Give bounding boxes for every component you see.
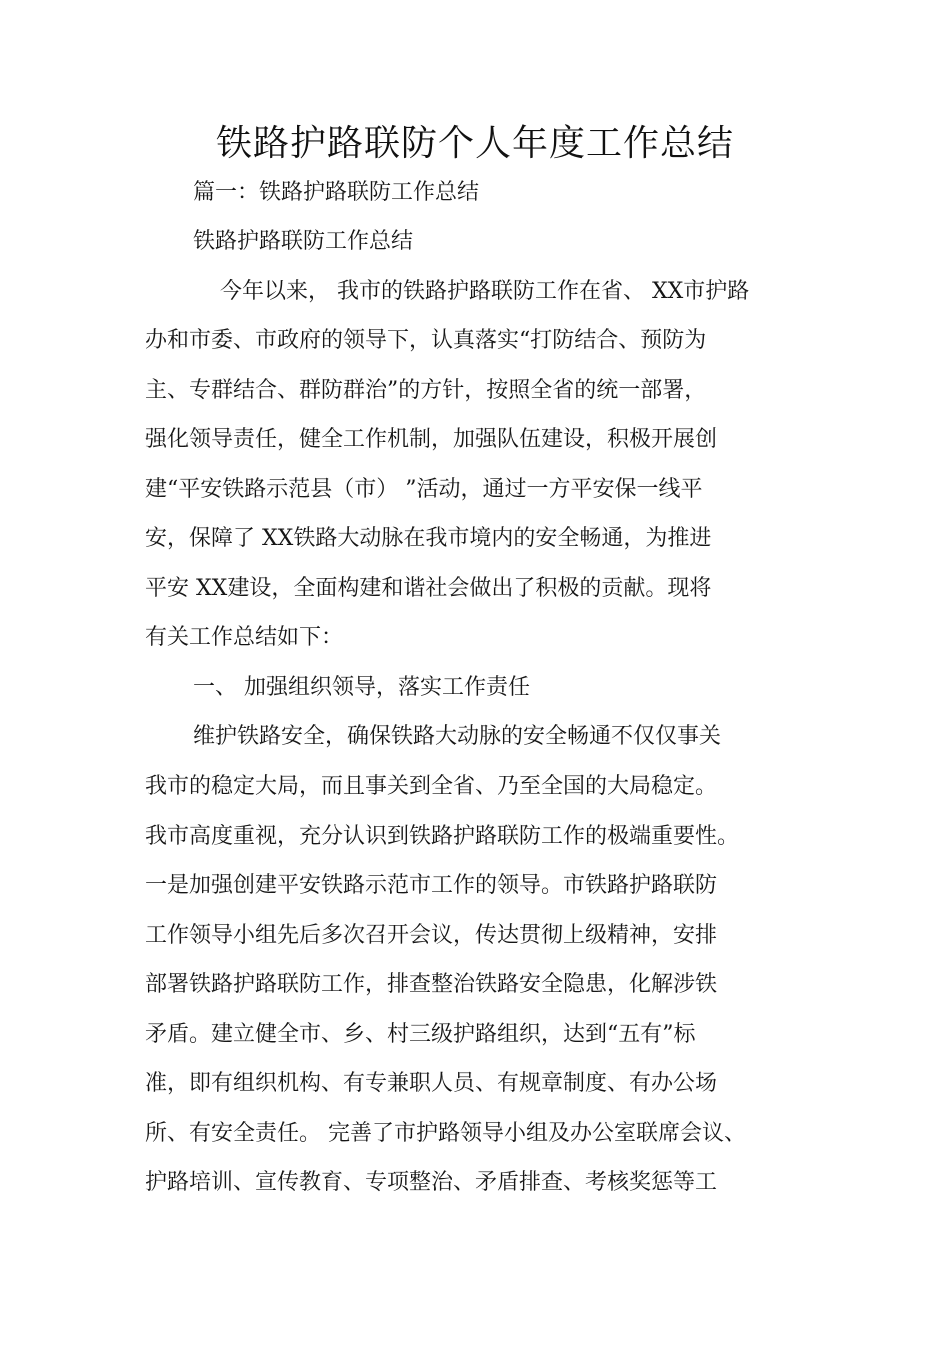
section-heading: 篇一：铁路护路联防工作总结 — [193, 180, 480, 205]
paragraph-line: 建“平安铁路示范县（市） ”活动，通过一方平安保一线平 — [145, 477, 703, 502]
paragraph-line: 强化领导责任，健全工作机制，加强队伍建设，积极开展创 — [145, 427, 718, 452]
paragraph-line: 我市的稳定大局，而且事关到全省、乃至全国的大局稳定。 — [145, 774, 718, 799]
paragraph-line: 矛盾。建立健全市、乡、村三级护路组织，达到“五有”标 — [145, 1022, 696, 1047]
paragraph-line: 平安 XX建设，全面构建和谐社会做出了积极的贡献。现将 — [145, 576, 712, 601]
document-title: 铁路护路联防个人年度工作总结 — [215, 123, 734, 164]
numbered-heading: 一、 加强组织领导，落实工作责任 — [193, 675, 530, 700]
paragraph-line: 护路培训、宣传教育、专项整治、矛盾排查、考核奖惩等工 — [145, 1170, 718, 1195]
paragraph-line: 有关工作总结如下： — [145, 625, 344, 650]
subheading: 铁路护路联防工作总结 — [193, 229, 414, 254]
paragraph-line: 所、有安全责任。 完善了市护路领导小组及办公室联席会议、 — [145, 1121, 746, 1146]
paragraph-line: 维护铁路安全，确保铁路大动脉的安全畅通不仅仅事关 — [193, 724, 722, 749]
paragraph-line: 安，保障了 XX铁路大动脉在我市境内的安全畅通，为推进 — [145, 526, 712, 551]
paragraph-line: 我市高度重视，充分认识到铁路护路联防工作的极端重要性。 — [145, 824, 740, 849]
paragraph-line: 办和市委、市政府的领导下，认真落实“打防结合、预防为 — [145, 328, 707, 353]
paragraph-line: 准，即有组织机构、有专兼职人员、有规章制度、有办公场 — [145, 1071, 718, 1096]
paragraph-line: 部署铁路护路联防工作，排查整治铁路安全隐患，化解涉铁 — [145, 972, 718, 997]
paragraph-line: 主、专群结合、群防群治”的方针，按照全省的统一部署， — [145, 378, 707, 403]
paragraph-line: 工作领导小组先后多次召开会议，传达贯彻上级精神，安排 — [145, 923, 718, 948]
paragraph-line: 今年以来， 我市的铁路护路联防工作在省、 XX市护路 — [220, 279, 750, 304]
paragraph-line: 一是加强创建平安铁路示范市工作的领导。市铁路护路联防 — [145, 873, 718, 898]
